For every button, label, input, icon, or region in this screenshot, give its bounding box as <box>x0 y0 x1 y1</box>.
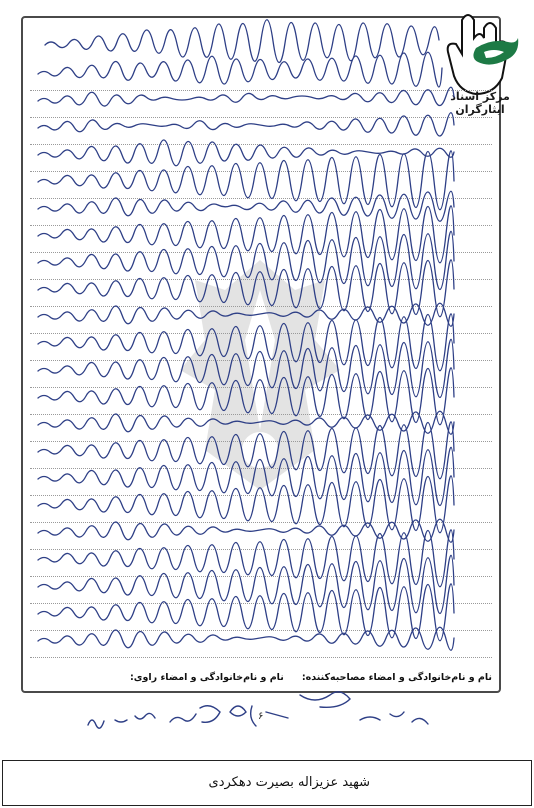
narrator-signature-label: نام و نام‌خانوادگی و امضاء راوی: <box>130 672 284 683</box>
caption-box <box>2 760 532 806</box>
caption-text: شهید عزیزاله بصیرت دهکردی <box>208 775 370 790</box>
page-number: ۶ <box>258 711 264 722</box>
footer-signature-labels <box>30 668 492 688</box>
interviewer-signature-label: نام و نام‌خانوادگی و امضاء مصاحبه‌کننده: <box>301 672 492 683</box>
logo-text: مرکز اسناد ایثارگران <box>450 90 510 116</box>
